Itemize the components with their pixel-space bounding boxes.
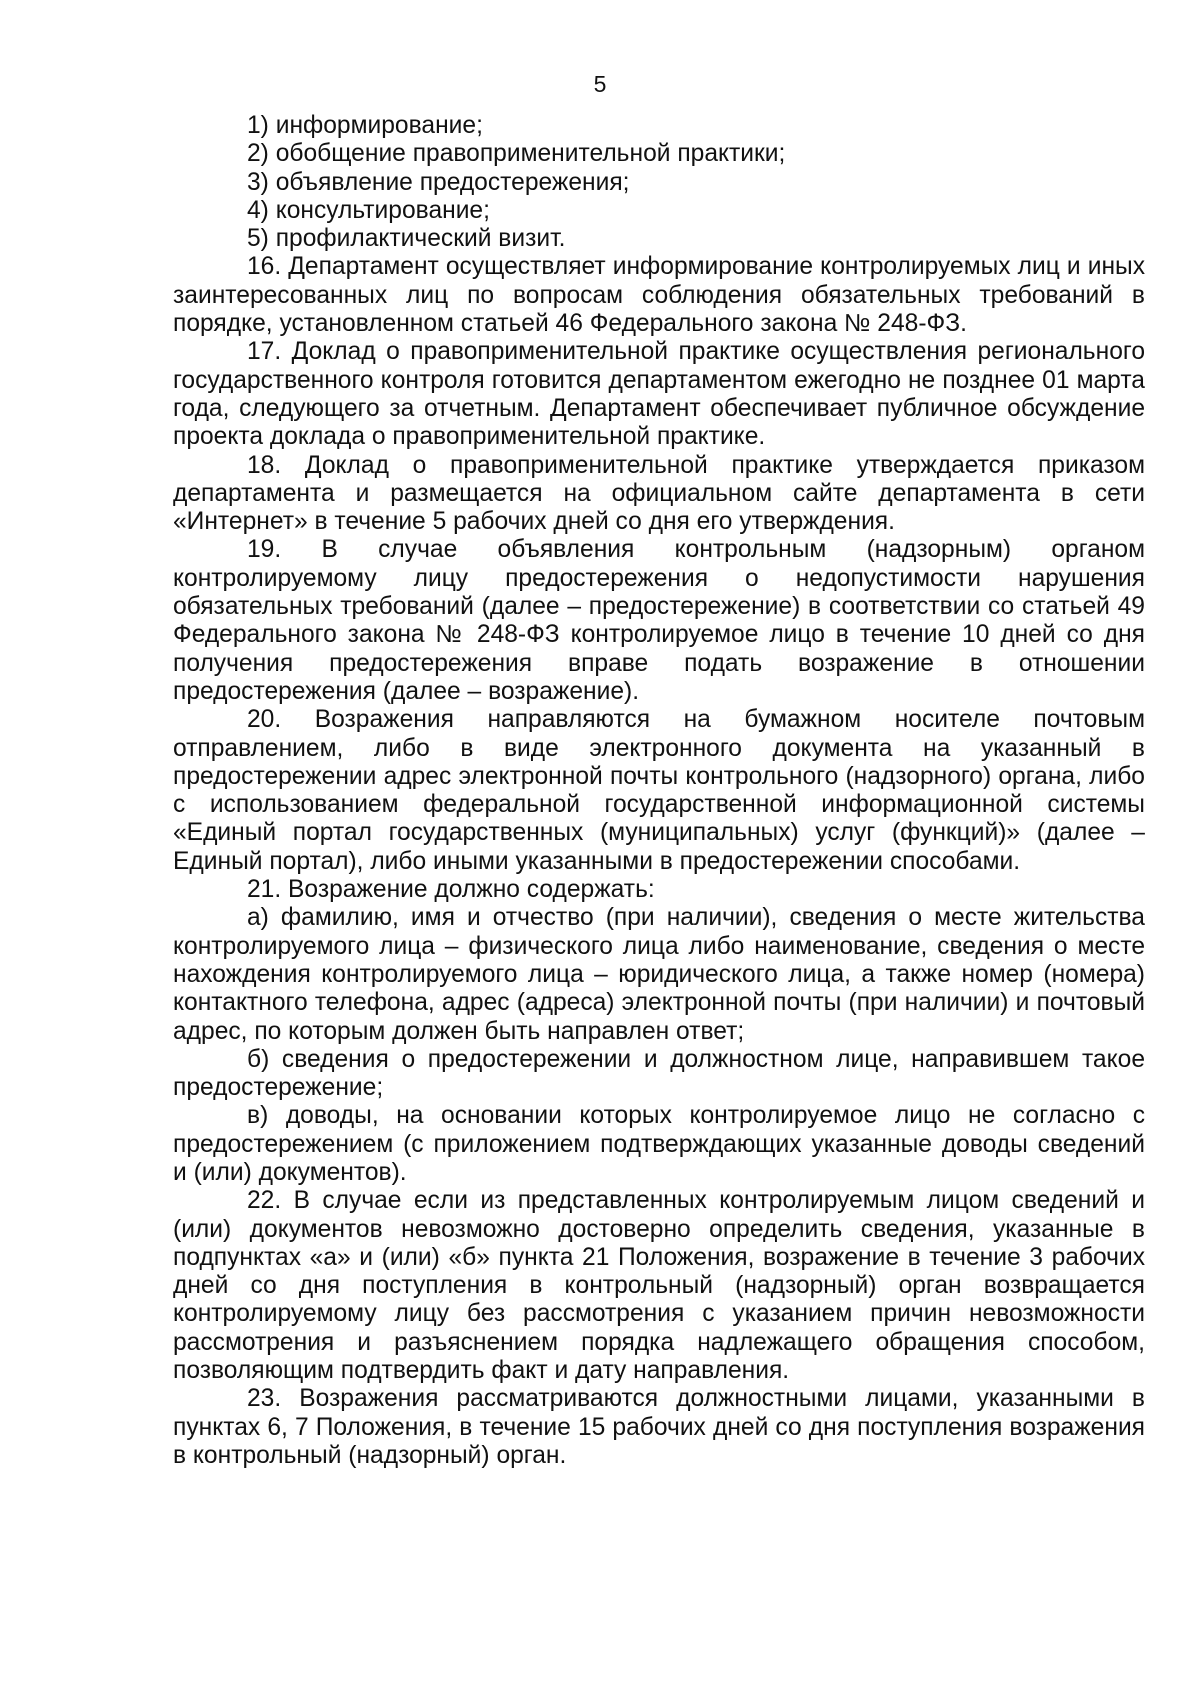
paragraph-18: 18. Доклад о правоприменительной практике утверждается приказом департамента и размещается на официальном сайте департамента в сети «Интернет» в течение 5 рабочих дней со дня его утверждения. xyxy=(173,451,1145,536)
list-item-generalization: 2) обобщение правоприменительной практики; xyxy=(247,140,786,168)
paragraph-21: 21. Возражение должно содержать: xyxy=(247,876,655,904)
subitem-a: а) фамилию, имя и отчество (при наличии), сведения о месте жительства контролируемого лица – физического лица либо наименование, сведения о месте нахождения контролируемого лица – юридического лица, а также номер (номера) контактного телефона, адрес (адреса) электронной почты (при наличии) и почтовый адрес, по которым должен быть направлен ответ; xyxy=(173,904,1145,1045)
list-item-preventive-visit: 5) профилактический визит. xyxy=(247,225,566,253)
document-body xyxy=(173,112,1145,1470)
subitem-v: в) доводы, на основании которых контролируемое лицо не согласно с предостережением (с приложением подтверждающих указанные доводы сведений и (или) документов). xyxy=(173,1102,1145,1186)
subitem-b: б) сведения о предостережении и должностном лице, направившем такое предостережение; xyxy=(173,1045,1145,1102)
page-number: 5 xyxy=(593,71,607,97)
paragraph-17: 17. Доклад о правоприменительной практике осуществления регионального государственного контроля готовится департаментом ежегодно не позднее 01 марта года, следующего за отчетным. Департамент обеспечивает публичное обсуждение проекта доклада о правоприменительной практике. xyxy=(173,338,1145,451)
paragraph-23: 23. Возражения рассматриваются должностными лицами, указанными в пунктах 6, 7 Положения, в течение 15 рабочих дней со дня поступления возражения в контрольный (надзорный) орган. xyxy=(173,1385,1145,1469)
list-item-informing: 1) информирование; xyxy=(247,112,483,139)
list-item-warning: 3) объявление предостережения; xyxy=(247,168,630,196)
list-item-consulting: 4) консультирование; xyxy=(247,196,490,224)
paragraph-20: 20. Возражения направляются на бумажном носителе почтовым отправлением, либо в виде электронного документа на указанный в предостережении адрес электронной почты контрольного (надзорного) органа, либо с использованием федеральной государственной информационной системы «Единый портал государственных (муниципальных) услуг (функций)» (далее – Единый портал), либо иными указанными в предостережении способами. xyxy=(173,706,1145,875)
paragraph-16: 16. Департамент осуществляет информирование контролируемых лиц и иных заинтересованных лиц по вопросам соблюдения обязательных требований в порядке, установленном статьей 46 Федерального закона № 248-ФЗ. xyxy=(173,253,1145,338)
paragraph-19: 19. В случае объявления контрольным (надзорным) органом контролируемому лицу предостережения о недопустимости нарушения обязательных требований (далее – предостережение) в соответствии со статьей 49 Федерального закона № 248-ФЗ контролируемое лицо в течение 10 дней со дня получения предостережения вправе подать возражение в отношении предостережения (далее – возражение). xyxy=(173,536,1145,705)
paragraph-22: 22. В случае если из представленных контролируемым лицом сведений и (или) документов невозможно достоверно определить сведения, указанные в подпунктах «а» и (или) «б» пункта 21 Положения, возражение в течение 3 рабочих дней со дня поступления в контрольный (надзорный) орган возвращается контролируемому лицу без рассмотрения с указанием причин невозможности рассмотрения и разъяснением порядка надлежащего обращения способом, позволяющим подтвердить факт и дату направления. xyxy=(173,1187,1145,1385)
